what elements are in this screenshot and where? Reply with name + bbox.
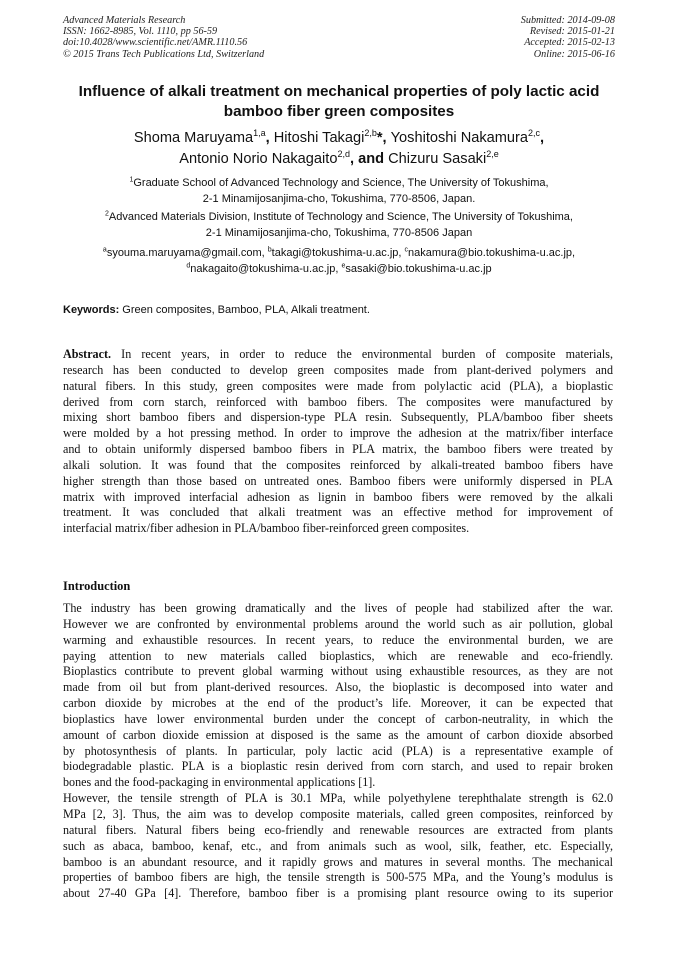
author-name: Chizuru Sasaki <box>388 151 487 167</box>
keywords-text: Green composites, Bamboo, PLA, Alkali treatment. <box>119 304 370 316</box>
author-affiliation-mark: 2,d <box>337 149 350 160</box>
email-mark: b <box>267 246 272 254</box>
email-line-1 <box>40 246 638 262</box>
abstract <box>63 347 613 537</box>
abstract-line: higher strength than those based on untreated ones. Bamboo fibers were uniformly dispersed in PLA <box>63 473 613 488</box>
affiliation-text: Advanced Materials Division, Institute of Technology and Science, The University of Tokushima, <box>108 211 573 223</box>
abstract-label: Abstract. <box>63 347 112 361</box>
intro-line: MPa [2, 3]. Thus, the aim was to develop composite materials, called green composites, reinforced by <box>63 806 613 821</box>
journal-doi: doi:10.4028/www.scientific.net/AMR.1110.56 <box>63 37 248 49</box>
author-separator: , and <box>349 151 389 167</box>
journal-header <box>63 15 264 60</box>
abstract-line <box>63 347 613 363</box>
email-line-2 <box>40 262 638 278</box>
email-mark: a <box>102 246 107 254</box>
author-line-2 <box>40 149 638 170</box>
title-line-2: bamboo fiber green composites <box>223 103 455 120</box>
email-address[interactable]: syouma.maruyama@gmail.com, <box>106 247 268 259</box>
author-name: Antonio Norio Nakagaito <box>179 151 338 167</box>
intro-line: such as abaca, bamboo, kenaf, etc., and from animals such as wool, silk, feather, etc. Especially, <box>63 838 613 853</box>
intro-line: The industry has been growing dramatically and the lives of people had stabilized after the war. <box>63 601 613 615</box>
affiliation-1 <box>40 176 638 207</box>
date-submitted: Submitted: 2014-09-08 <box>520 15 615 26</box>
date-online: Online: 2015-06-16 <box>533 48 615 60</box>
abstract-line: derived from corn starch, reinforced with bamboo fibers. The composites were manufactured by <box>63 394 613 409</box>
affiliation-number: 1 <box>129 176 134 184</box>
author-list <box>40 128 638 170</box>
abstract-line: were molded by a hot pressing method. In order to improve the adhesion at the matrix/fiber interface <box>63 426 613 441</box>
author-name: Hitoshi Takagi <box>273 130 365 146</box>
email-address[interactable]: takagi@tokushima-u.ac.jp, <box>271 247 405 259</box>
intro-line: natural fibers. Natural fibers being eco-friendly and renewable resources are extracted from plants <box>63 822 613 837</box>
email-mark: c <box>404 246 408 254</box>
abstract-line: and to obtain uniformly dispersed bamboo fibers in PLA matrix, the bamboo fibers were treated by <box>63 442 613 457</box>
journal-copyright: © 2015 Trans Tech Publications Ltd, Switzerland <box>63 48 265 60</box>
email-mark: e <box>341 261 346 269</box>
keywords-label: Keywords: <box>63 304 120 316</box>
date-accepted: Accepted: 2015-02-13 <box>524 37 615 49</box>
intro-line: made from oil but from plant-derived resources. Also, the bioplastic is decomposed into water and <box>63 680 613 695</box>
intro-line: amount of carbon dioxide emission at disposed is the same as the amount of carbon dioxide absorbed <box>63 727 613 742</box>
intro-line: bamboo is an abundant resource, and it rapidly grows and matures in several months. The mechanical <box>63 854 613 869</box>
abstract-line: matrix with improved interfacial adhesion as lignin in bamboo fibers were removed by the alkali <box>63 489 613 504</box>
abstract-line: interfacial matrix/fiber adhesion in PLA/bamboo fiber-reinforced green composites. <box>63 521 470 536</box>
journal-name: Advanced Materials Research <box>63 15 186 26</box>
introduction-heading: Introduction <box>63 579 131 593</box>
abstract-line: treatment. It was concluded that alkali treatment was an effective method for improvement of <box>63 505 613 520</box>
affiliation-1-line-2: 2-1 Minamijosanjima-cho, Tokushima, 770-8506, Japan. <box>202 192 476 205</box>
intro-line: properties of bamboo fibers are high, the tensile strength is 500-575 MPa, and the Young’s modulus is <box>63 870 613 885</box>
abstract-line-text: In recent years, in order to reduce the environmental burden of composite materials, <box>111 347 613 361</box>
intro-line: paying attention to new materials called bioplastics, which are renewable and eco-friendly. <box>63 648 613 663</box>
affiliation-2 <box>40 210 638 241</box>
intro-line: However, the tensile strength of PLA is 30.1 MPa, while polyethylene terephthalate strength is 62.0 <box>63 791 613 806</box>
email-mark: d <box>186 261 191 269</box>
abstract-line: research has been conducted to develop green composites made from plant-derived polymers and <box>63 362 613 377</box>
author-name: Shoma Maruyama <box>133 130 254 146</box>
intro-line: bones and the food-packaging in environmental applications [1]. <box>63 775 376 790</box>
intro-line: by photosynthesis of plants. In particular, poly lactic acid (PLA) is a representative example of <box>63 743 613 758</box>
intro-line: bioplastics have lower environmental burden under the concept of carbon-neutrality, in which the <box>63 711 613 726</box>
email-address[interactable]: nakamura@bio.tokushima-u.ac.jp, <box>408 247 576 259</box>
affiliation-2-line-1 <box>40 210 638 226</box>
affiliation-1-line-1 <box>40 176 638 192</box>
email-address[interactable]: nakagaito@tokushima-u.ac.jp, <box>190 262 342 275</box>
intro-line: However we are confronted by environmental problems around the world such as air pollution, global <box>63 616 613 631</box>
author-affiliation-mark: 2,e <box>486 149 499 160</box>
intro-line: Bioplastics contribute to prevent global warming without using exhaustible resources, as they are not <box>63 664 613 679</box>
date-revised: Revised: 2015-01-21 <box>529 26 615 38</box>
intro-line: warming and exhaustible resources. In recent years, to reduce the environmental burden, we are <box>63 632 613 647</box>
corresponding-author-mark: *, <box>376 130 391 146</box>
introduction-body <box>63 601 613 902</box>
author-name: Yoshitoshi Nakamura <box>390 130 529 146</box>
affiliation-2-line-2: 2-1 Minamijosanjima-cho, Tokushima, 770-8506 Japan <box>205 226 473 239</box>
journal-issn: ISSN: 1662-8985, Vol. 1110, pp 56-59 <box>63 26 218 38</box>
affiliation-text: Graduate School of Advanced Technology and Science, The University of Tokushima, <box>133 177 549 189</box>
abstract-line: alkali solution. It was found that the composites reinforced by alkali-treated bamboo fibers have <box>63 457 613 472</box>
paper-title <box>40 82 638 122</box>
author-separator: , <box>265 130 274 146</box>
author-affiliation-mark: 1,a <box>253 128 266 139</box>
intro-line: biodegradable plastic. PLA is a bioplastic resin derived from corn starch, and used to repair broken <box>63 759 613 774</box>
abstract-line: mixing short bamboo fibers and dispersion-type PLA resin. Subsequently, PLA/bamboo fiber sheets <box>63 410 613 425</box>
email-list <box>40 246 638 277</box>
author-line-1 <box>40 128 638 149</box>
email-address[interactable]: sasaki@bio.tokushima-u.ac.jp <box>345 262 492 275</box>
author-affiliation-mark: 2,c <box>528 128 541 139</box>
intro-line: carbon dioxide by microbes at the end of the product’s life. Moreover, it can be expected that <box>63 696 613 711</box>
submission-dates <box>521 15 615 60</box>
affiliation-number: 2 <box>105 210 109 218</box>
author-separator: , <box>540 130 545 146</box>
intro-line: about 27-40 GPa [4]. Therefore, bamboo fiber is a promising plant resource owing to its superior <box>63 886 613 901</box>
abstract-line: natural fibers. In this study, green composites were made from polylactic acid (PLA), a bioplastic <box>63 378 613 393</box>
author-affiliation-mark: 2,b <box>364 128 377 139</box>
keywords <box>63 303 370 318</box>
title-line-1: Influence of alkali treatment on mechanical properties of poly lactic acid <box>78 83 600 100</box>
